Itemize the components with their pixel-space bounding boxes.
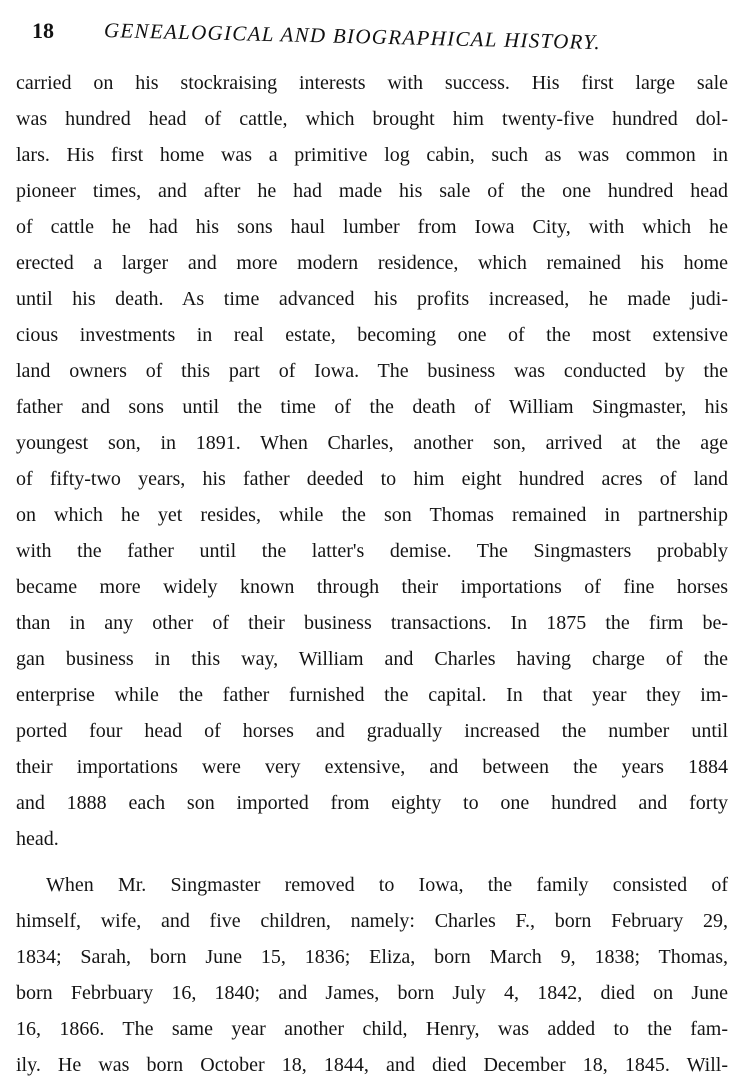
text-line: land owners of this part of Iowa. The business was conducted by the bbox=[16, 360, 728, 382]
text-line: of cattle he had his sons haul lumber from Iowa City, with which he bbox=[16, 216, 728, 238]
text-line: erected a larger and more modern residence, which remained his home bbox=[16, 252, 728, 274]
text-line: When Mr. Singmaster removed to Iowa, the family consisted of bbox=[46, 874, 728, 896]
text-line: ported four head of horses and gradually increased the number until bbox=[16, 720, 728, 742]
text-line: 1834; Sarah, born June 15, 1836; Eliza, born March 9, 1838; Thomas, bbox=[16, 946, 728, 968]
page-number: 18 bbox=[32, 18, 54, 43]
running-head: GENEALOGICAL AND BIOGRAPHICAL HISTORY. bbox=[103, 18, 602, 55]
text-line: himself, wife, and five children, namely: Charles F., born February 29, bbox=[16, 910, 728, 932]
text-line: with the father until the latter's demise. The Singmasters probably bbox=[16, 540, 728, 562]
text-line: enterprise while the father furnished the capital. In that year they im- bbox=[16, 684, 728, 706]
page-header bbox=[32, 12, 722, 55]
text-line: 16, 1866. The same year another child, Henry, was added to the fam- bbox=[16, 1018, 728, 1040]
text-line: gan business in this way, William and Charles having charge of the bbox=[16, 648, 728, 670]
text-line: of fifty-two years, his father deeded to him eight hundred acres of land bbox=[16, 468, 728, 490]
text-line: on which he yet resides, while the son Thomas remained in partnership bbox=[16, 504, 728, 526]
text-line: head. bbox=[16, 828, 59, 850]
text-line: until his death. As time advanced his profits increased, he made judi- bbox=[16, 288, 728, 310]
text-line: pioneer times, and after he had made his sale of the one hundred head bbox=[16, 180, 728, 202]
text-line: lars. His first home was a primitive log cabin, such as was common in bbox=[16, 144, 728, 166]
text-line: became more widely known through their importations of fine horses bbox=[16, 576, 728, 598]
text-line: was hundred head of cattle, which brought him twenty-five hundred dol- bbox=[16, 108, 728, 130]
text-line: youngest son, in 1891. When Charles, another son, arrived at the age bbox=[16, 432, 728, 454]
text-line: ily. He was born October 18, 1844, and died December 18, 1845. Will- bbox=[16, 1054, 728, 1076]
text-line: and 1888 each son imported from eighty to one hundred and forty bbox=[16, 792, 728, 814]
text-line: father and sons until the time of the death of William Singmaster, his bbox=[16, 396, 728, 418]
text-line: born Febrbuary 16, 1840; and James, born July 4, 1842, died on June bbox=[16, 982, 728, 1004]
text-line: carried on his stockraising interests with success. His first large sale bbox=[16, 72, 728, 94]
text-line: their importations were very extensive, and between the years 1884 bbox=[16, 756, 728, 778]
text-line: than in any other of their business transactions. In 1875 the firm be- bbox=[16, 612, 728, 634]
text-line: cious investments in real estate, becoming one of the most extensive bbox=[16, 324, 728, 346]
